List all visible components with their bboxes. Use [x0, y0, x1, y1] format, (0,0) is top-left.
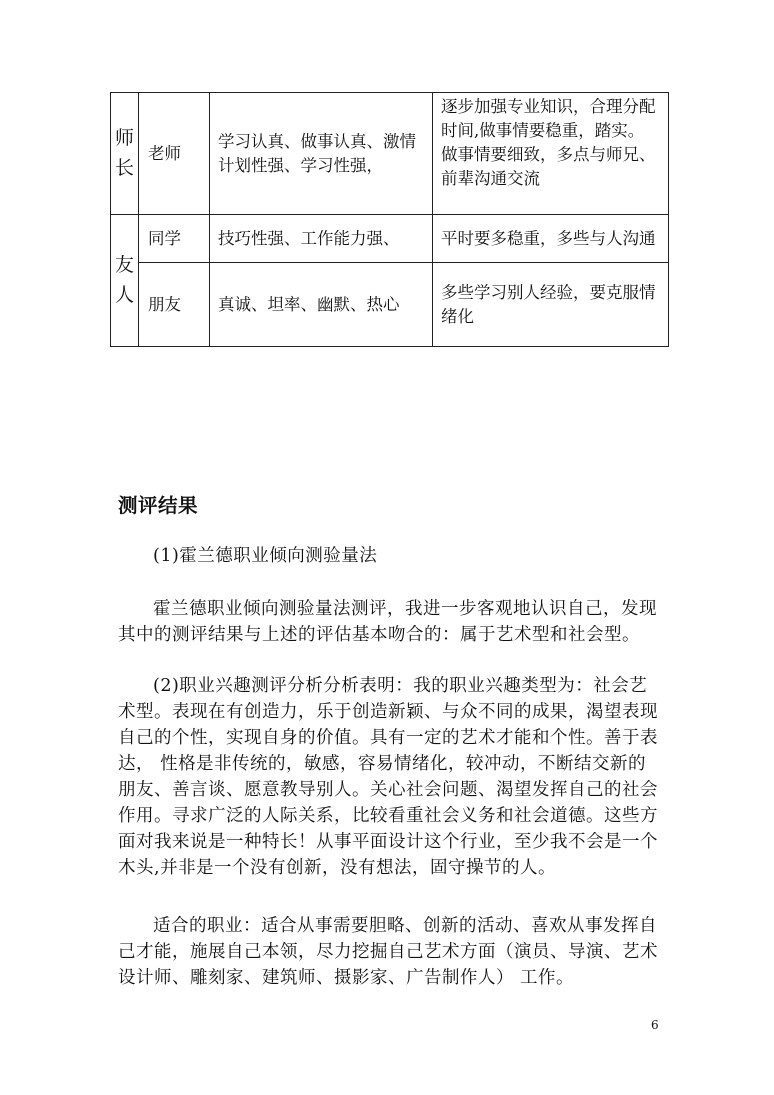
paragraph-interest-analysis: (2)职业兴趣测评分析分析表明：我的职业兴趣类型为：社会艺术型。表现在有创造力，乐于创造新颖、与众不同的成果，渴望表现自己的个性，实现自身的价值。具有一定的艺术才能和个性。善于表达， 性格是非传统的，敏感，容易情绪化，较冲动，不断结交新的朋友、善言谈、愿意教导别人。关心社会问题、渴望发挥自己的社会作用。寻求广泛的人际关系，比较看重社会义务和社会道德。这些方面对我来说是一种特长！从事平面设计这个行业，至少我不会是一个木头,并非是一个没有创新，没有想法，固守操节的人。 — [118, 676, 658, 878]
strengths-cell — [210, 263, 433, 347]
role-cell: 同学 — [139, 215, 210, 263]
paragraph-holland-result: 霍兰德职业倾向测验量法测评，我进一步客观地认识自己，发现其中的测评结果与上述的评估基本吻合的：属于艺术型和社会型。 — [118, 599, 657, 645]
strengths-line: 真诚、坦率、幽默、热心 — [218, 294, 400, 314]
evaluation-table — [110, 92, 669, 347]
advice-line: 多些学习别人经验，要克服情绪化 — [441, 282, 656, 326]
advice-line: 逐步加强专业知识，合理分配时间,做事情要稳重，踏实。 — [441, 97, 656, 140]
table-row — [111, 215, 669, 263]
advice-cell — [433, 93, 669, 215]
advice-cell — [433, 215, 669, 263]
strengths-line: 学习认真、做事认真、激情 — [218, 131, 416, 151]
strengths-cell — [210, 215, 433, 263]
role-cell: 老师 — [139, 93, 210, 215]
page-number: 6 — [651, 1018, 659, 1032]
group-char: 人 — [114, 283, 134, 306]
advice-line: 平时要多稳重，多些与人沟通 — [441, 228, 656, 248]
strengths-cell — [210, 93, 433, 215]
strengths-line: 技巧性强、工作能力强、 — [218, 228, 400, 248]
section-title: 测评结果 — [118, 494, 199, 517]
role-cell: 朋友 — [139, 263, 210, 347]
paragraph-holland-heading: (1)霍兰德职业倾向测验量法 — [153, 546, 378, 566]
paragraph-suitable-careers: 适合的职业：适合从事需要胆略、创新的活动、喜欢从事发挥自己才能，施展自己本领，尽力挖掘自己艺术方面（演员、导演、艺术设计师、雕刻家、建筑师、摄影家、广告制作人） 工作。 — [118, 916, 658, 988]
group-cell-friends — [111, 215, 139, 347]
advice-line: 做事情要细致，多点与师兄、前辈沟通交流 — [441, 144, 656, 188]
advice-cell — [433, 263, 669, 347]
group-char: 长 — [114, 156, 134, 179]
table-row — [111, 263, 669, 347]
strengths-line: 计划性强、学习性强， — [218, 155, 383, 175]
table-row — [111, 93, 669, 215]
group-cell-teachers — [111, 93, 139, 215]
group-char: 友 — [114, 254, 134, 277]
group-char: 师 — [114, 127, 134, 150]
